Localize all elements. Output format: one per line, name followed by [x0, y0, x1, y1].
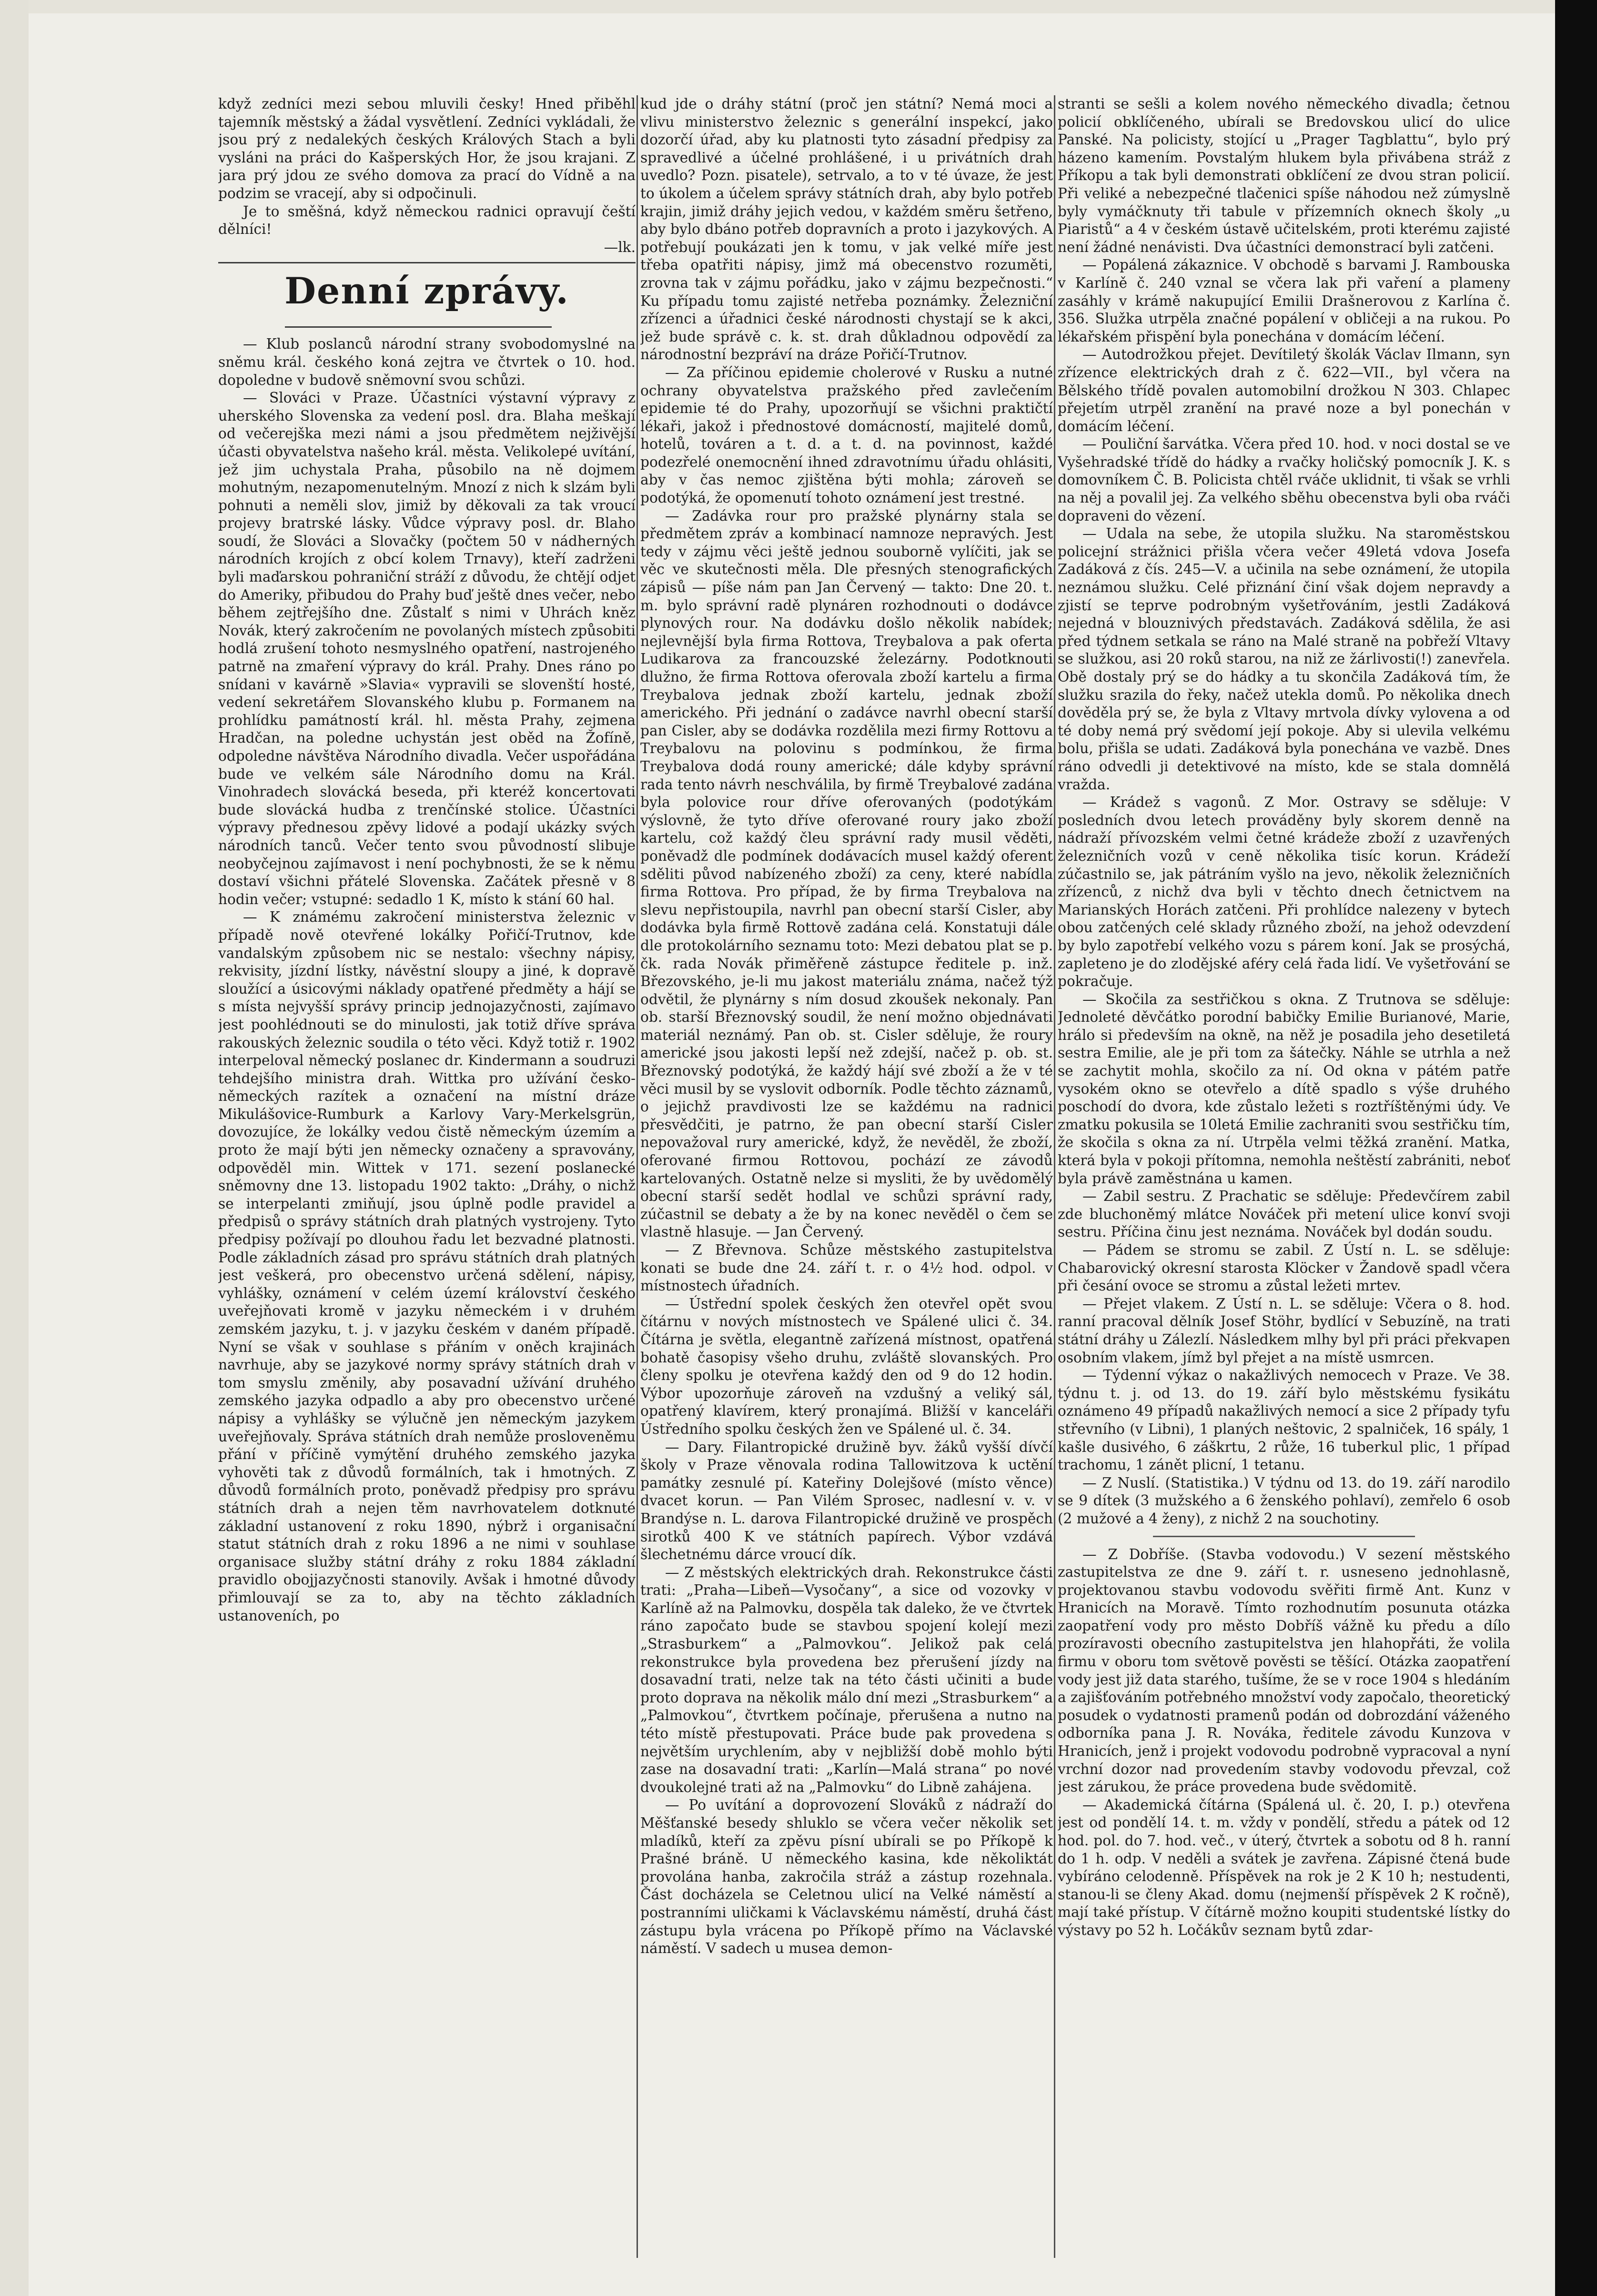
news-item: kud jde o dráhy státní (proč jen státní? Nemá moci a vlivu ministerstvo železnic s generální inspekcí, jako dozorčí úřad, aby ku platnosti tyto zásadní předpisy za spravedlivé a účelné prohlášené, i u privátních drah uvedlo? Pozn. pisatele), setrvalo, a to v té úvaze, že jest to úkolem a účelem správy státních drah, aby bylo potřeb krajin, jimiž dráhy jejich vedou, v každém směru šetřeno, aby bylo dbáno potřeb dopravních a proto i jazykových. A potřebují poukázati jen k tomu, v jak velké míře jest třeba opatřiti nápisy, jimž má obecenstvo rozuměti, zrovna tak v zájmu pořádku, jako v zájmu bezpečnosti.“ Ku případu tomu zajisté netřeba poznámky. Železniční zřízenci a úřadnici české národnosti chystají se k akci, jež bude správě c. k. st. drah důkladnou odpovědí za národnostní bezpráví na dráze Pořičí-Trutnov.: [640, 96, 1053, 363]
divider: [218, 262, 636, 263]
news-item: — Dary. Filantropické družině byv. žáků vyšší dívčí školy v Praze věnovala rodina Tallowitzova k uctění památky zesnulé pí. Kateřiny Dolejšové (místo věnce) dvacet korun. — Pan Vilém Sprosec, nadlesní v. v. v Brandýse n. L. darova Filantropické družině ve prospěch sirotků 400 K ve státních papírech. Výbor vzdává šlechetnému dárce vroucí dík.: [640, 1439, 1053, 1563]
news-item: — Zabil sestru. Z Prachatic se sděluje: Předevčírem zabil zde bluchoněmý mlátce Nováček při metení ulice konví svoji sestru. Příčina činu jest neznáma. Nováček byl dodán soudu.: [1058, 1188, 1510, 1240]
news-item: — Zadávka rour pro pražské plynárny stala se předmětem zpráv a kombinací namnoze nepravých. Jest tedy v zájmu věci ještě jednou souborně vylíčiti, jak se věc ve skutečnosti měla. Dle přesných stenografických zápisů — píše nám pan Jan Červený — takto: Dne 20. t. m. bylo správní radě plynáren rozhodnouti o dodávce plynových rour. Na dodávku došlo několik nabídek; nejlevnější byla firma Rottova, Treybalova a pak oferta Ludikarova za francouzské železárny. Podotknouti dlužno, že firma Rottova oferovala zboží kartelu a firma Treybalova jednak zboží kartelu, jednak zboží amerického. Při jednání o zadávce navrhl obecní starší pan Cisler, aby se dodávka rozdělila mezi firmy Rottovu a Treybalovu na polovinu s podmínkou, že firma Treybalova dodá rouny americké; dále kdyby správní rada tento návrh neschválila, by firmě Treybalové zadána byla polovice rour dříve oferovaných (podotýkám výslovně, že tyto dříve oferované roury jako zboží kartelu, což každý čleu správní rady musil věděti, poněvadž dle podmínek dodávacích musel každý oferent sděliti původ nabízeného zboží) za ceny, které nabídla firma Rottova. Pro případ, že by firma Treybalova na slevu nepřistoupila, navrhl pan obecní starší Cisler, aby dodávka byla firmě Rottově zadána celá. Konstatuji dále dle protokolárního seznamu toto: Mezi debatou plat se p. čk. rada Novák přiměřeně zástupce ředitele p. inž. Březovského, je-li mu jakost materiálu známa, načež týž odvětil, že plynárny s ním dosud zkoušek nekonaly. Pan ob. starší Březnovský soudil, že není možno objednávati materiál neznámý. Pan ob. st. Cisler sděluje, že roury americké jsou jakosti lepší než zdejší, načež p. ob. st. Březnovský podotýká, že každý hájí své zboží a že v té věci musil by se vyslovit odborník. Podle těchto záznamů, o jejichž pravdivosti lze se každému na radnici přesvědčiti, je patrno, že pan obecní starší Cisler nepovažoval rury americké, když, že nevěděl, že zboží, oferované firmou Rottovou, pochází ze závodů kartelovaných. Ostatně nelze si mysliti, že by uvědomělý obecní starší sedět hodlal ve schůzi správní rady, zúčastnil se debaty a že by na konec nevěděl o čem se vlastně hlasuje. — Jan Červený.: [640, 507, 1053, 1240]
news-item: — Autodrožkou přejet. Devítiletý školák Václav Ilmann, syn zřízence elektrických drah z č. 622—VII., byl včera na Bělského třídě povalen automobilní drožkou N 303. Chlapec přejetím utrpěl zranění na pravé noze a byl ponechán v domácím léčení.: [1058, 346, 1510, 434]
news-item: — Pádem se stromu se zabil. Z Ústí n. L. se sděluje: Chabarovický okresní starosta Klöcker v Žandově spadl včera při česání ovoce se stromu a zůstal ležeti mrtev.: [1058, 1242, 1510, 1294]
heading-underline: [285, 326, 552, 328]
news-item: stranti se sešli a kolem nového německého divadla; četnou policií obklíčeného, ubírali se Bredovskou ulicí do ulice Panské. Na policisty, stojící u „Prager Tagblattu“, bylo prý házeno kamením. Povstalým hlukem byla přivábena stráž z Příkopu a tak byli demonstrati obklíčení ze dvou stran policií. Při veliké a nebezpečné tlačenici spíše náhodou než zúmyslně byly vymáčknuty tři tabule v přízemních oknech školy „u Piaristů“ a 4 v českém ústavě učitelském, proti kterému zajisté není žádné nenávisti. Dva účastníci demonstrací byli zatčeni.: [1058, 96, 1510, 255]
news-item: — Skočila za sestřičkou s okna. Z Trutnova se sděluje: Jednoleté děvčátko porodní babičky Emilie Burianové, Marie, hrálo si především na okně, na něž je posadila jeho desetiletá sestra Emilie, ale je při tom za šátečky. Náhle se utrhla a než se zachytit mohla, skočilo za ní. Od okna v pátém patře vysokém okno se otevřelo a dítě spadlo s výše druhého poschodí do dvora, kde zůstalo ležeti s roztříštěnými údy. Ve zmatku pokusila se 10letá Emilie zachraniti svou sestřičku tím, že skočila s okna za ní. Utrpěla velmi těžká zranění. Matka, která byla v pokoji přítomna, nemohla neštěstí zabrániti, neboť byla právě zaměstnána u kamen.: [1058, 991, 1510, 1187]
column-2: [640, 95, 1053, 2258]
news-item: — Z Nuslí. (Statistika.) V týdnu od 13. do 19. září narodilo se 9 dítek (3 mužského a 6 ženského pohlaví), zemřelo 6 osob (2 mužové a 4 ženy), z nichž 2 na souchotiny.: [1058, 1474, 1510, 1527]
news-item: — Z Břevnova. Schůze městského zastupitelstva konati se bude dne 24. září t. r. o 4½ hod. odpol. v místnostech úřadních.: [640, 1242, 1053, 1294]
section-separator: [1153, 1536, 1415, 1537]
section-heading: Denní zprávy.: [284, 270, 569, 312]
column-3: [1058, 95, 1510, 2258]
news-item: — Z městských elektrických drah. Rekonstrukce části trati: „Praha—Libeň—Vysočany“, a sice od vozovky v Karlíně až na Palmovku, dospěla tak daleko, že ve čtvrtek ráno započato bude se stavbou spojení kolejí mezi „Strasburkem“ a „Palmovkou“. Jelikož pak celá rekonstrukce byla provedena bez přerušení jízdy na dosavadní trati, nelze tak na této části učiniti a bude proto doprava na několik málo dní mezi „Strasburkem“ a „Palmovkou“, čtvrtkem počínaje, přerušena a nutno na této místě přestupovati. Práce bude pak provedena s největším urychlením, aby v nejbližší době mohlo býti zase na dosavadní trati: „Karlín—Malá strana“ po nové dvoukolejné trati až na „Palmovku“ do Libně zahájena.: [640, 1564, 1053, 1795]
news-item: — Po uvítání a doprovození Slováků z nádraží do Měšťanské besedy shluklo se včera večer několik set mladíků, kteří za zpěvu písní ubírali se po Příkopě k Prašné bráně. U německého kasina, kde několiktát provolána hanba, zakročila stráž a zástup rozehnala. Část docházela se Celetnou ulicí na Velké náměstí a postranními uličkami k Václavskému náměstí, druhá část zástupu byla vrácena po Příkopě přímo na Václavské náměstí. V sadech u musea demon-: [640, 1797, 1053, 1957]
news-item: — Z Dobříše. (Stavba vodovodu.) V sezení městského zastupitelstva ze dne 9. září t. r. usneseno jednohlasně, projektovanou stavbu vodovodu svěřiti firmě Ant. Kunz v Hranicích na Moravě. Tímto rozhodnutím posunuta otázka zaopatření vody pro město Dobříš vážně ku předu a dílo prozíravosti obecního zastupitelstva jen hlahopřáti, že volila firmu v oboru tom světově pověsti se těšící. Otázka zaopatření vody jest již data starého, tušíme, že se v roce 1904 s hledáním a zajišťováním potřebného množství vody započalo, theoretický posudek o vydatnosti pramenů podán od dobrozdání váženého odborníka pana J. R. Nováka, ředitele závodu Kunzova v Hranicích, jenž i projekt vodovodu podrobně vypracoval a nyní vrchní dozor nad provedením stavby vodovodu převzal, což jest zárukou, že práce provedena bude svědomitě.: [1058, 1546, 1510, 1795]
article-intro-closing: Je to směšná, když německou radnici opravují čeští dělníci!: [218, 203, 636, 238]
column-rule-2: [1054, 95, 1055, 2258]
news-item: — Týdenní výkaz o nakažlivých nemocech v Praze. Ve 38. týdnu t. j. od 13. do 19. září bylo městskému fysikátu oznámeno 49 případů nakažlivých nemocí a sice 2 případy tyfu střevního (v Libni), 1 planých neštovic, 2 spalniček, 16 spály, 1 kašle dusivého, 6 záškrtu, 2 růže, 16 tuberkul plic, 1 případ trachomu, 1 zánět plicní, 1 tetanu.: [1058, 1367, 1510, 1473]
scan-dark-border: [1555, 0, 1597, 2296]
news-item: — Za příčinou epidemie cholerové v Rusku a nutné ochrany obyvatelstva pražského před zavlečením epidemie té do Prahy, upozorňují se všichni praktičtí lékaři, jakož i přednostové domácností, majitelé domů, hotelů, továren a t. d. a t. d. na povinnost, každé podezřelé onemocnění ihned zdravotnímu úřadu ohlásiti, aby v čas nemoc zjištěna býti mohla; zároveň se podotýká, že opomenutí tohoto oznámení jest trestné.: [640, 364, 1053, 506]
news-item: — Popálená zákaznice. V obchodě s barvami J. Rambouska v Karlíně č. 240 vznal se včera lak při vaření a plameny zasáhly v krámě nakupující Emilii Drašnerovou z Karlína č. 356. Služka utrpěla značné popálení v obličeji a na rukou. Po lékařském přispění byla ponechána v domácím léčení.: [1058, 257, 1510, 345]
column-rule-1: [637, 95, 638, 2258]
news-item: — Krádež s vagonů. Z Mor. Ostravy se sděluje: V posledních dvou letech prováděny byly skorem denně na nádraží přívozském velmi četné krádeže zboží z uzavřených železničních vozů v ceně několika tisíc korun. Krádeží zúčastnilo se, jak pátráním vyšlo na jevo, několik železničních zřízenců, z nichž dva byli v těchto dnech četnictvem na Marianských Horách zatčeni. Při prohlídce nalezeny v bytech obou zatčených celé sklady různého zboží, na jehož odevzdení by bylo zapotřebí velkého vozu s párem koní. Jak se prosýchá, zapleteno je do zlodějské aféry celá řada lidí. Ve vyšetřování se pokračuje.: [1058, 794, 1510, 990]
column-1: [218, 95, 636, 2258]
news-item: — K známému zakročení ministerstva železnic v případě nově otevřené lokálky Pořičí-Trutnov, kde vandalským způsobem nic se nestalo: všechny nápisy, rekvisity, jízdní lístky, návěstní sloupy a jiné, k dopravě sloužící a úsicovými náklady opatřené předměty a hájí se s místa nejvyšší správy princip jednojazyčnosti, zajímavo jest poohlédnouti se do minulosti, jak totiž dříve správa rakouských železnic soudila o této věci. Když totiž r. 1902 interpeloval německý poslanec dr. Kindermann a soudruzi tehdejšího ministra drah. Wittka pro užívání česko-německých razítek a označení na místní dráze Mikulášovice-Rumburk a Karlovy Vary-Merkelsgrün, dovozujíce, že lokálky vedou čistě německým územím a proto že mají býti jen německy označeny a spravovány, odpověděl min. Wittek v 171. sezení poslanecké sněmovny dne 13. listopadu 1902 takto: „Dráhy, o nichž se interpelanti zmiňují, jsou úplně podle pravidel a předpisů o správy státních drah platných vystrojeny. Tyto předpisy požívají po dlouhou řadu let bezvadné platnosti. Podle základních zásad pro správu státních drah platných jest veškerá, pro obecenstvo určená sdělení, nápisy, vyhlášky, oznámení v celém území království českého uveřejňovati kromě v jazyku německém i v druhém zemském jazyku, t. j. v jazyku českém v daném případě. Nyní se však v souhlase s přáním v oněch krajinách navrhuje, aby se jazykové normy správy státních drah v tom smyslu změnily, aby posavadní užívání druhého zemského jazyka odpadlo a aby pro obecenstvo určené nápisy a vyhlášky se výlučně jen německým jazykem uveřejňovaly. Správa státních drah nemůže prosloveněmu přání v příčině vymýtění druhého zemského jazyka vyhověti tak z důvodů formálních, tak i hmotných. Z důvodů formálních proto, poněvadž předpisy pro správu státních drah a nejen těm navrhovatelem dotknuté základní ustanovení z roku 1890, nýbrž i organisační statut státních drah z roku 1896 a ne nimi v souhlase organisace služby státní dráhy z roku 1884 základní pravidlo obojjazyčnosti stanovily. Avšak i hmotné důvody přimlouvají se za to, aby na těchto základních ustanoveních, po: [218, 909, 636, 1624]
news-item: — Akademická čítárna (Spálená ul. č. 20, I. p.) otevřena jest od pondělí 14. t. m. vždy v pondělí, středu a pátek od 12 hod. pol. do 7. hod. več., v úterý, čtvrtek a sobotu od 8 h. ranní do 1 h. odp. V neděli a svátek je zavřena. Zápisné čtená bude vybíráno celodenně. Příspěvek na rok je 2 K 10 h; nestudenti, stanou-li se členy Akad. domu (nejmenší příspěvek 2 K ročně), mají také přístup. V čítárně možno koupiti studentské lístky do výstavy po 52 h. Ločákův seznam bytů zdar-: [1058, 1796, 1510, 1938]
article-signature: —lk.: [604, 239, 636, 255]
page-top-edge: [0, 0, 1555, 13]
article-intro-text: když zedníci mezi sebou mluvili česky! Hned přiběhl tajemník městský a žádal vysvětlení. Zedníci vykládali, že jsou prý z nedalekých českých Králových Stach a byli vysláni na práci do Kašperských Hor, že jsou krajani. Z jara prý jdou ze svého domova za prací do Vídně a na podzim se vracejí, aby si odpočinuli.: [218, 96, 636, 201]
page-left-margin: [0, 0, 29, 2296]
news-item: — Pouliční šarvátka. Včera před 10. hod. v noci dostal se ve Vyšehradské třídě do hádky a rvačky holičský pomocník J. K. s domovníkem Č. B. Policista chtěl rváče uklidnit, ti však se vrhli na něj a povalil jej. Za velkého sběhu obecenstva byli oba rváči dopraveni do vězení.: [1058, 436, 1510, 524]
news-item: — Slováci v Praze. Účastníci výstavní výpravy z uherského Slovenska za vedení posl. dra. Blaha meškají od večerejška mezi námi a jsou předmětem nejživější účasti obyvatelstva našeho král. města. Velikolepé uvítání, jež jim uchystala Praha, působilo na ně dojmem mohutným, nezapomenutelným. Mnozí z nich k slzám byli pohnuti a neměli slov, jimiž by děkovali za tak vroucí projevy bratrské lásky. Vůdce výpravy posl. dr. Blaho soudí, že Slováci a Slovačky (počtem 50 v nádherných národních krojích z obcí kolem Trnavy), kteří zadrženi byli maďarskou pohraniční stráží z důvodu, že chtějí odjet do Ameriky, přibudou do Prahy buď ještě dnes večer, nebo během zejtřejšího dne. Zůstalť s nimi v Uhrách kněz Novák, který zakročením ne povolaných místech způsobiti hodlá zrušení tohoto nesmyslného opatření, nastrojeného patrně na zmaření výpravy do král. Prahy. Dnes ráno po snídani v kavárně »Slavia« vypravili se slovenští hosté, vedení sekretářem Slovanského klubu p. Formanem na prohlídku památností král. hl. města Prahy, zejmena Hradčan, na poledne uchystán jest oběd na Žofíně, odpoledne návštěva Národního divadla. Večer uspořádána bude ve velkém sále Národního domu na Král. Vinohradech slovácká beseda, při kteréž koncertovati bude slovácká hudba z trenčínské stolice. Účastníci výpravy přednesou zpěvy lidové a podají ukázky svých národních tanců. Večer tento svou původností slibuje neobyčejnou zajímavost i není pochybnosti, že se k němu dostaví všichni přátelé Slovenska. Začátek přesně v 8 hodin večer; vstupné: sedadlo 1 K, místo k stání 60 hal.: [218, 390, 636, 907]
news-item: — Ústřední spolek českých žen otevřel opět svou čítárnu v nových místnostech ve Spálené ulici č. 34. Čítárna je světla, elegantně zařízená místnost, opatřená bohatě časopisy všeho druhu, zvláště slovanských. Pro členy spolku je otevřena každý den od 9 do 12 hodin. Výbor upozorňuje zároveň na vzdušný a veliký sál, opatřený klavírem, který pronajímá. Bližší v kanceláři Ústředního spolku českých žen ve Spálené ul. č. 34.: [640, 1295, 1053, 1437]
news-item: — Udala na sebe, že utopila služku. Na staroměstskou policejní strážnici přišla včera večer 49letá vdova Josefa Zadáková z čís. 245—V. a učinila na sebe oznámení, že utopila neznámou služku. Celé přiznání činí však dojem nepravdy a zjistí se teprve podrobným vyšetřováním, jestli Zadáková nejedná v blouznivých představách. Zadáková sdělila, že asi před týdnem setkala se ráno na Malé straně na pobřeží Vltavy se služkou, asi 20 roků starou, na niž ze žárlivosti(!) zanevřela. Obě dostaly prý se do hádky a tu skončila Zadáková tím, že služku srazila do řeky, načež utekla domů. Po několika dnech dověděla prý se, že byla z Vltavy mrtvola dívky vylovena a od té doby nemá prý svědomí její pokoje. Aby si ulevila velkému bolu, přišla se udati. Zadáková byla ponechána ve vazbě. Dnes ráno odvedli ji detektivové na místo, kde se stala domnělá vražda.: [1058, 525, 1510, 793]
news-item: — Přejet vlakem. Z Ústí n. L. se sděluje: Včera o 8. hod. ranní pracoval dělník Josef Stöhr, bydlící v Sebuzíně, na trati státní dráhy u Zálezlí. Následkem mlhy byl při práci překvapen osobním vlakem, jímž byl přejet a na místě usmrcen.: [1058, 1295, 1510, 1366]
news-item: — Klub poslanců národní strany svobodomyslné na sněmu král. českého koná zejtra ve čtvrtek o 10. hod. dopoledne v budově sněmovní svou schůzi.: [218, 336, 636, 388]
